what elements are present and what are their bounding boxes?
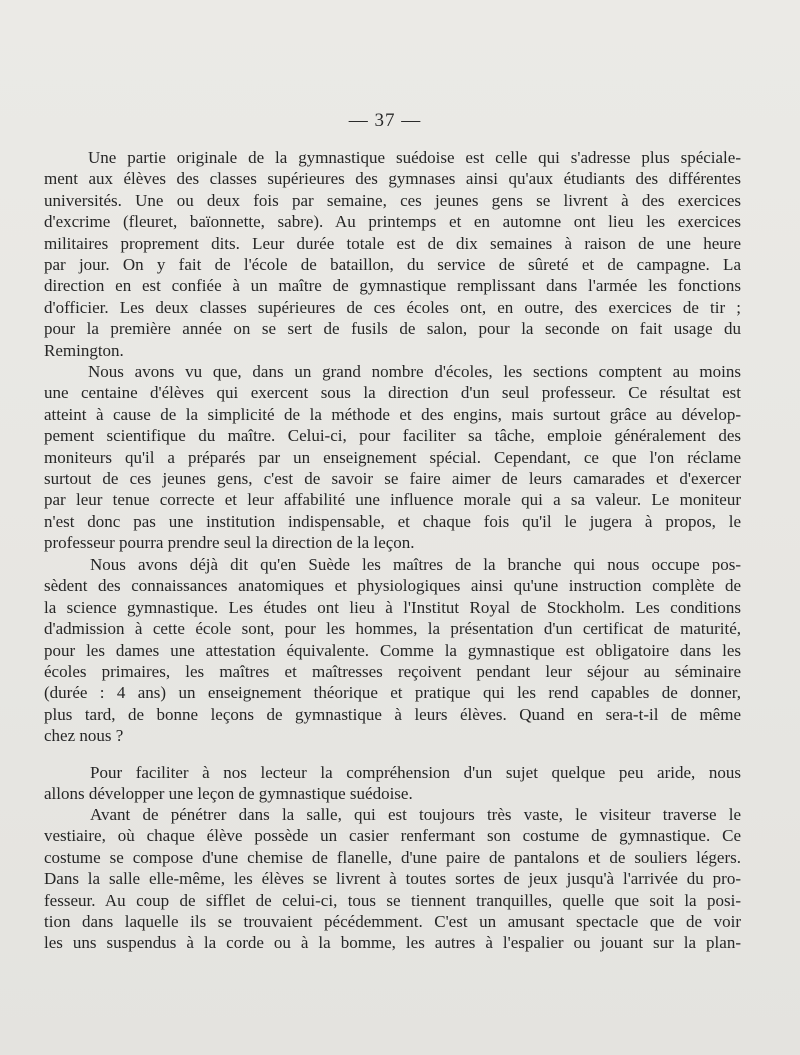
- text-line: d'officier. Les deux classes supérieures de ces écoles ont, en outre, des exercices de tir ;: [44, 297, 741, 317]
- text-line: militaires proprement dits. Leur durée totale est de dix semaines à raison de une heure: [44, 233, 741, 253]
- paragraph-2: [44, 361, 741, 554]
- text-line: chez nous ?: [44, 726, 124, 746]
- text-line: atteint à cause de la simplicité de la méthode et des engins, mais surtout grâce au dévelop-: [44, 404, 741, 424]
- paragraph-1: [44, 147, 741, 361]
- text-line: direction en est confiée à un maître de gymnastique remplissant dans l'armée les fonctions: [44, 276, 741, 296]
- text-line: fesseur. Au coup de sifflet de celui-ci, tous se tiennent tranquilles, quelle que soit la posi-: [44, 890, 741, 910]
- text-line: pour les dames une attestation équivalente. Comme la gymnastique est obligatoire dans les: [44, 640, 741, 660]
- text-line: la science gymnastique. Les études ont lieu à l'Institut Royal de Stockholm. Les conditions: [44, 597, 741, 617]
- text-line: Pour faciliter à nos lecteur la compréhension d'un sujet quelque peu aride, nous: [90, 763, 741, 782]
- text-line: Dans la salle elle-même, les élèves se livrent à toutes sortes de jeux jusqu'à l'arrivée du pro-: [44, 869, 741, 889]
- paragraph-4: [44, 762, 741, 805]
- paragraph-3: [44, 554, 741, 747]
- text-line: (durée : 4 ans) un enseignement théorique et pratique qui les rend capables de donner,: [44, 683, 741, 703]
- text-line: par leur tenue correcte et leur affabilité une influence morale qui a sa valeur. Le moniteur: [44, 490, 741, 510]
- text-line: Avant de pénétrer dans la salle, qui est toujours très vaste, le visiteur traverse le: [90, 805, 741, 824]
- text-line: pour la première année on se sert de fusils de salon, pour la seconde on fait usage du: [44, 319, 741, 339]
- text-line: surtout de ces jeunes gens, c'est de savoir se faire aimer de leurs camarades et d'exercer: [44, 469, 741, 489]
- page-number: — 37 —: [348, 110, 422, 131]
- text-line: moniteurs qu'il a préparés par un enseignement spécial. Cependant, ce que l'on réclame: [44, 447, 741, 467]
- text-line: sèdent des connaissances anatomiques et physiologiques ainsi qu'une instruction complète de: [44, 576, 741, 596]
- text-line: d'admission à cette école sont, pour les hommes, la présentation d'un certificat de maturité,: [44, 619, 741, 639]
- text-line: vestiaire, où chaque élève possède un casier renfermant son costume de gymnastique. Ce: [44, 826, 741, 846]
- text-line: les uns suspendus à la corde ou à la bomme, les autres à l'espalier ou jouant sur la plan-: [44, 933, 741, 953]
- text-line: d'excrime (fleuret, baïonnette, sabre). Au printemps et en automne ont lieu les exercices: [44, 212, 741, 232]
- text-line: universités. Une ou deux fois par semaine, ces jeunes gens se livrent à des exercices: [44, 190, 741, 210]
- text-line: une centaine d'élèves qui exercent sous la direction d'un seul professeur. Ce résultat est: [44, 383, 741, 403]
- text-line: Remington.: [44, 340, 124, 360]
- text-line: Nous avons vu que, dans un grand nombre d'écoles, les sections comptent au moins: [88, 362, 741, 381]
- text-line: par jour. On y fait de l'école de bataillon, du service de sûreté et de campagne. La: [44, 255, 741, 275]
- text-line: Nous avons déjà dit qu'en Suède les maîtres de la branche qui nous occupe pos-: [90, 555, 741, 574]
- text-line: Une partie originale de la gymnastique suédoise est celle qui s'adresse plus spéciale-: [88, 148, 741, 167]
- text-line: plus tard, de bonne leçons de gymnastique à leurs élèves. Quand en sera-t-il de même: [44, 704, 741, 724]
- text-line: pement scientifique du maître. Celui-ci, pour faciliter sa tâche, emploie généralement des: [44, 426, 741, 446]
- text-line: écoles primaires, les maîtres et maîtresses reçoivent pendant leur séjour au séminaire: [44, 662, 741, 682]
- text-line: n'est donc pas une institution indispensable, et chaque fois qu'il le jugera à propos, le: [44, 511, 741, 531]
- text-line: tion dans laquelle ils se trouvaient pécédemment. C'est un amusant spectacle que de voir: [44, 912, 741, 932]
- text-line: allons développer une leçon de gymnastique suédoise.: [44, 784, 413, 804]
- text-line: ment aux élèves des classes supérieures des gymnases ainsi qu'aux étudiants des différentes: [44, 169, 741, 189]
- text-line: costume se compose d'une chemise de flanelle, d'une paire de pantalons et de souliers légers.: [44, 847, 741, 867]
- text-line: professeur pourra prendre seul la direction de la leçon.: [44, 533, 415, 553]
- paragraph-5: [44, 804, 741, 954]
